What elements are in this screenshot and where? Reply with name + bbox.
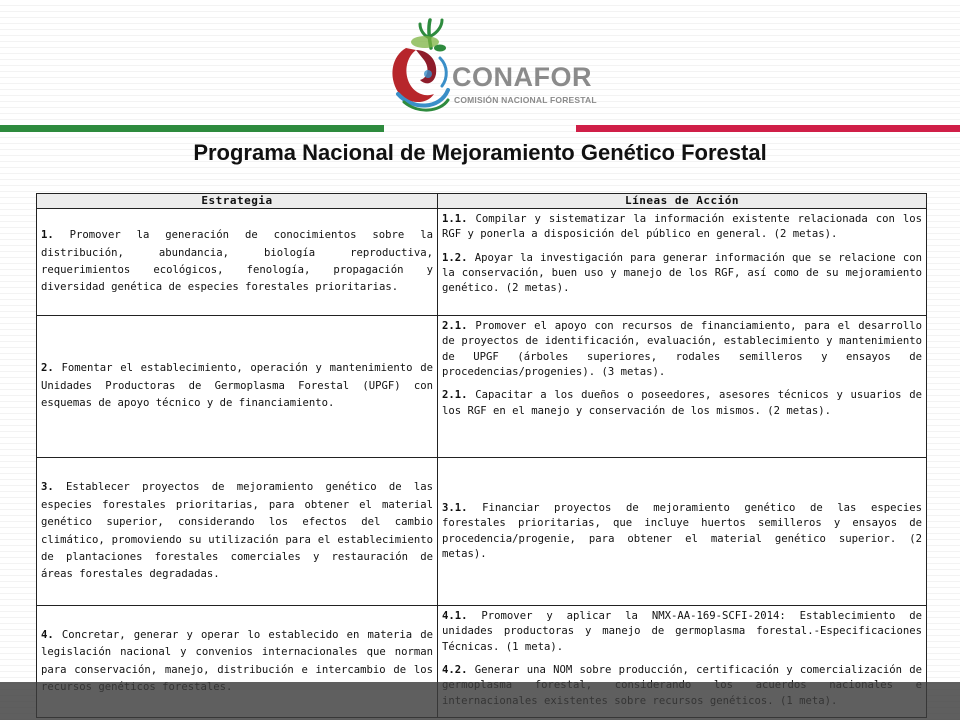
- action-text: Generar una NOM sobre producción, certificación y comercialización de: [474, 664, 922, 677]
- header-lineas-de-accion: Líneas de Acción: [438, 194, 927, 209]
- table-row: [37, 316, 927, 458]
- logo-subtitle: COMISIÓN NACIONAL FORESTAL: [454, 95, 597, 105]
- action-number: 1.2.: [442, 251, 468, 264]
- strategy-cell: [37, 316, 438, 458]
- strategy-number: 3.: [41, 481, 54, 494]
- action-text: Promover y aplicar la NMX-AA-169-SCFI-2014: Establecimiento de unidades productoras y manejo de germoplasma forestal.-Especificaciones Técnicas. (1 meta).: [442, 610, 922, 653]
- action-item: [442, 388, 922, 419]
- strategy-text: Promover la generación de conocimientos sobre la distribución, abundancia, biología reproductiva, requerimientos ecológicos, fenología, propagación y diversidad genética de especies forestales prioritarias.: [41, 229, 433, 294]
- table-row: [37, 209, 927, 316]
- actions-cell: [438, 209, 927, 316]
- action-item: [442, 609, 922, 655]
- table-header-row: [37, 194, 927, 209]
- action-number: 1.1.: [442, 213, 468, 225]
- flag-stripe-red: [576, 125, 960, 132]
- actions-cell: [438, 458, 927, 606]
- actions-cell: [438, 316, 927, 458]
- action-number: 4.1.: [442, 610, 468, 622]
- page-title: Programa Nacional de Mejoramiento Genético Forestal: [193, 140, 767, 165]
- flag-stripe-green: [0, 125, 384, 132]
- action-number: 4.2.: [442, 664, 468, 677]
- strategy-text: Establecer proyectos de mejoramiento genético de las especies forestales prioritarias, para obtener el material genético superior, considerando los efectos del cambio climático, promoviendo su utilización para el establecimiento de plantaciones forestales comerciales y restauración de áreas forestales degradadas.: [41, 481, 433, 581]
- strategy-number: 4.: [41, 628, 54, 641]
- action-text: Compilar y sistematizar la información existente relacionada con los RGF y ponerla a disposición del público en general. (2 metas).: [442, 213, 922, 241]
- table-row: [37, 458, 927, 606]
- action-item: [442, 501, 922, 562]
- action-item: [442, 212, 922, 243]
- strategy-cell: [37, 458, 438, 606]
- action-text: Financiar proyectos de mejoramiento genético de las especies forestales prioritarias, que incluye huertos semilleros y ensayos de procedencia/progenie, para obtener el material genético superior. (2 metas).: [442, 501, 922, 560]
- action-number: 3.1.: [442, 501, 468, 514]
- action-item: [442, 251, 922, 297]
- strategy-text: Concretar, generar y operar lo establecido en materia de legislación nacional y convenios internacionales que norman para conservación, manejo, distribución e intercambio de los: [41, 628, 433, 676]
- strategy-number: 2.: [41, 362, 54, 375]
- logo-title: CONAFOR: [452, 62, 592, 92]
- action-item: [442, 319, 922, 380]
- bottom-overlay-bar: [0, 682, 960, 720]
- strategy-cell: [37, 209, 438, 316]
- strategy-text: Fomentar el establecimiento, operación y mantenimiento de Unidades Productoras de Germoplasma Forestal (UPGF) con esquemas de apoyo técnico y de financiamiento.: [41, 362, 433, 410]
- action-number: 2.1.: [442, 320, 468, 332]
- strategy-table: [36, 193, 927, 718]
- strategy-number: 1.: [41, 229, 54, 242]
- action-text: Capacitar a los dueños o poseedores, asesores técnicos y usuarios de los RGF en el manejo y conservación de los mismos. (2 metas).: [442, 389, 922, 417]
- conafor-logo: [382, 14, 612, 114]
- header-estrategia: Estrategia: [37, 194, 438, 209]
- action-text: Promover el apoyo con recursos de financiamiento, para el desarrollo de proyectos de identificación, evaluación, establecimiento y mantenimiento de UPGF (árboles superiores, rodales semilleros y ensayos de procedencias/progenies). (3 metas).: [442, 320, 922, 379]
- action-number: 2.1.: [442, 389, 468, 402]
- action-text: Apoyar la investigación para generar información que se relacione con la conservación, buen uso y manejo de los RGF, así como de su mejoramiento genético. (2 metas).: [442, 251, 922, 295]
